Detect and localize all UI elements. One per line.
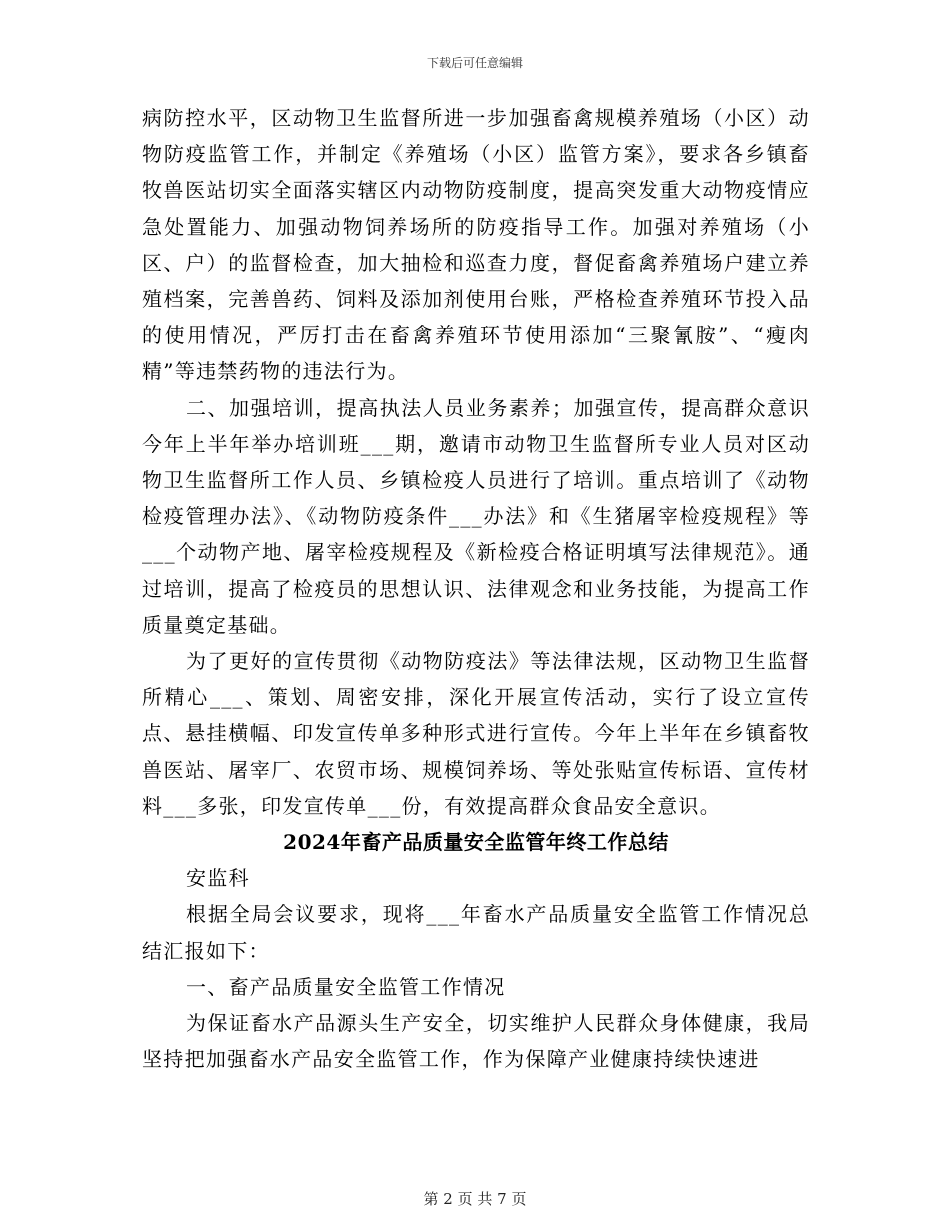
page-number: 第 2 页 共 7 页	[423, 1190, 527, 1208]
page-header-note: 下载后可任意编辑	[426, 56, 523, 70]
body-paragraph: 根据全局会议要求，现将___年畜水产品质量安全监管工作情况总结汇报如下：	[142, 902, 810, 963]
body-paragraph: 为保证畜水产品源头生产安全，切实维护人民群众身体健康，我局坚持把加强畜水产品安全监管工作，作为保障产业健康持续快速进	[142, 1011, 810, 1072]
body-paragraph: 二、加强培训，提高执法人员业务素养；加强宣传，提高群众意识今年上半年举办培训班___期，邀请市动物卫生监督所专业人员对区动物卫生监督所工作人员、乡镇检疫人员进行了培训。重点培训了《动物检疫管理办法》、《动物防疫条件___办法》和《生猪屠宰检疫规程》等___个动物产地、屠宰检疫规程及《新检疫合格证明填写法律规范》。通过培训，提高了检疫员的思想认识、法律观念和业务技能，为提高工作质量奠定基础。	[142, 395, 810, 637]
section-title: 2024年畜产品质量安全监管年终工作总结	[283, 830, 669, 855]
section-heading: 一、畜产品质量安全监管工作情况	[186, 974, 506, 999]
document-body	[142, 100, 810, 1077]
department-line: 安监科	[186, 866, 250, 891]
body-paragraph: 为了更好的宣传贯彻《动物防疫法》等法律法规，区动物卫生监督所精心___、策划、周密安排，深化开展宣传活动，实行了设立宣传点、悬挂横幅、印发宣传单多种形式进行宣传。今年上半年在乡镇畜牧兽医站、屠宰厂、农贸市场、规模饲养场、等处张贴宣传标语、宣传材料___多张，印发宣传单___份，有效提高群众食品安全意识。	[142, 649, 810, 818]
body-paragraph: 病防控水平，区动物卫生监督所进一步加强畜禽规模养殖场（小区）动物防疫监管工作，并制定《养殖场（小区）监管方案》，要求各乡镇畜牧兽医站切实全面落实辖区内动物防疫制度，提高突发重大动物疫情应急处置能力、加强动物饲养场所的防疫指导工作。加强对养殖场（小区、户）的监督检查，加大抽检和巡查力度，督促畜禽养殖场户建立养殖档案，完善兽药、饲料及添加剂使用台账，严格检查养殖环节投入品的使用情况，严厉打击在畜禽养殖环节使用添加“三聚氰胺”、“瘦肉精”等违禁药物的违法行为。	[142, 106, 810, 384]
